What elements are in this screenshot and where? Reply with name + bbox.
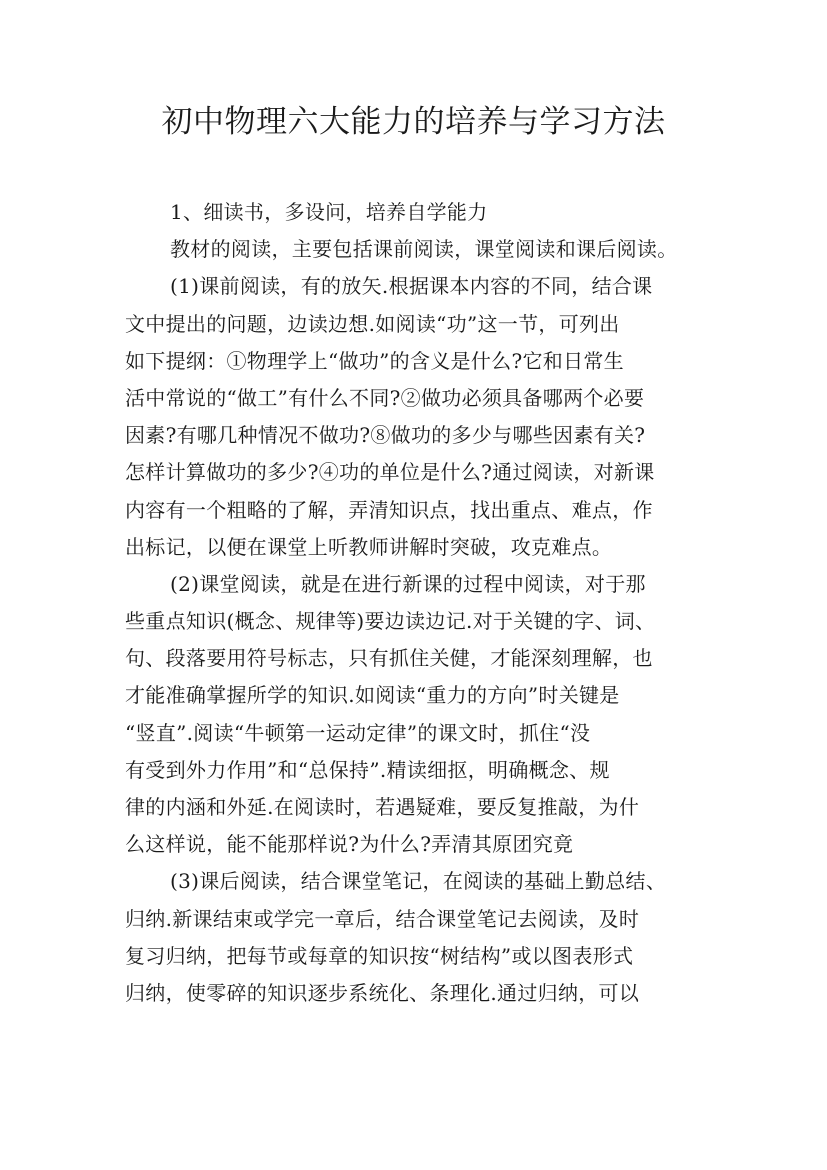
text-line: 才能准确掌握所学的知识.如阅读“重力的方向”时关键是 [125, 683, 620, 708]
text-line: (1)课前阅读，有的放矢.根据课本内容的不同，结合课 [170, 274, 653, 299]
text-line: 文中提出的问题，边读边想.如阅读“功”这一节，可列出 [125, 311, 620, 336]
text-line: 归纳，使零碎的知识逐步系统化、条理化.通过归纳，可以 [125, 980, 640, 1005]
text-line: 么这样说，能不能那样说?为什么?弄清其原团究竟 [125, 832, 574, 857]
text-line: 因素?有哪几种情况不做功?⑧做功的多少与哪些因素有关? [125, 423, 646, 448]
text-line: “竖直”.阅读“牛顿第一运动定律”的课文时，抓住“没 [125, 720, 591, 745]
text-line: (2)课堂阅读，就是在进行新课的过程中阅读，对于那 [170, 571, 646, 596]
document-body [125, 194, 725, 1012]
text-line: 出标记，以便在课堂上听教师讲解时突破，攻克难点。 [125, 534, 613, 559]
document-title: 初中物理六大能力的培养与学习方法 [161, 104, 666, 140]
text-line: 活中常说的“做工”有什么不同?②做功必须具备哪两个必要 [125, 385, 645, 410]
text-line: 些重点知识(概念、规律等)要边读边记.对于关键的字、词、 [125, 609, 656, 634]
text-line: 1、细读书，多设问，培养自学能力 [170, 200, 488, 224]
text-line: 律的内涵和外延.在阅读时，若遇疑难，要反复推敲，为什 [125, 795, 640, 819]
text-line: 内容有一个粗略的了解，弄清知识点，找出重点、难点，作 [125, 497, 653, 522]
text-line: 复习归纳，把每节或每章的知识按“树结构”或以图表形式 [125, 943, 634, 968]
text-line: (3)课后阅读，结合课堂笔记，在阅读的基础上勤总结、 [170, 869, 667, 894]
text-line: 教材的阅读，主要包括课前阅读，课堂阅读和课后阅读。 [170, 237, 678, 262]
text-line: 归纳.新课结束或学完一章后，结合课堂笔记去阅读，及时 [125, 906, 640, 931]
text-line: 句、段落要用符号标志，只有抓住关健，才能深刻理解，也 [125, 646, 653, 671]
text-line: 有受到外力作用”和“总保持”.精读细抠，明确概念、规 [125, 757, 610, 782]
text-line: 怎样计算做功的多少?④功的单位是什么?通过阅读，对新课 [125, 460, 655, 485]
text-line: 如下提纲：①物理学上“做功”的含义是什么?它和日常生 [125, 348, 624, 373]
